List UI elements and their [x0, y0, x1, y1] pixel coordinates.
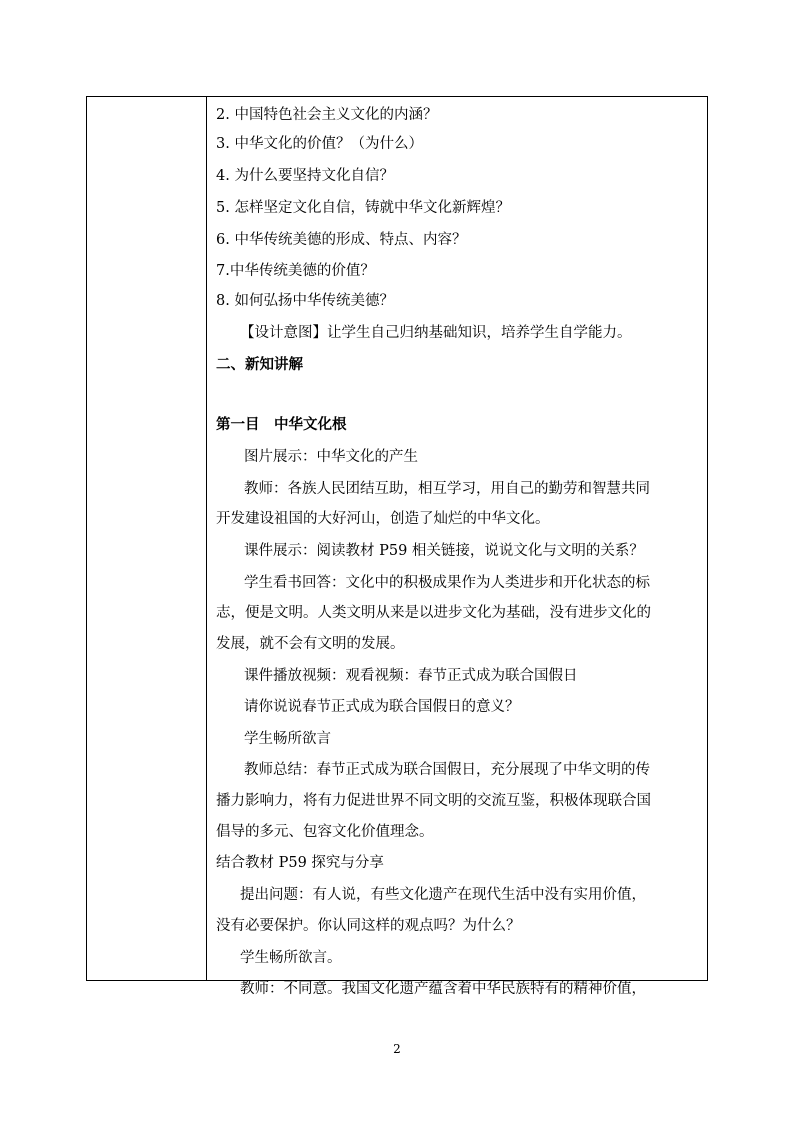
paragraph-line: 志，便是文明。人类文明从来是以进步文化为基础，没有进步文化的 — [216, 605, 651, 621]
paragraph-line: 没有必要保护。你认同这样的观点吗？为什么？ — [216, 918, 521, 934]
paragraph-line: 学生看书回答：文化中的积极成果作为人类进步和开化状态的标 — [244, 575, 650, 591]
paragraph-line: 倡导的多元、包容文化价值理念。 — [216, 824, 434, 840]
question-3: 3. 中华文化的价值？（为什么） — [216, 136, 423, 152]
lesson-plan-table — [86, 96, 708, 997]
page-number: 2 — [393, 1042, 401, 1056]
question-2: 2. 中国特色社会主义文化的内涵？ — [216, 107, 438, 123]
paragraph-line: 教师总结：春节正式成为联合国假日，充分展现了中华文明的传 — [244, 762, 650, 778]
question-6: 6. 中华传统美德的形成、特点、内容？ — [216, 232, 467, 248]
paragraph-line: 学生畅所欲言。 — [240, 950, 342, 966]
subsection-heading: 第一目 中华文化根 — [216, 416, 347, 433]
paragraph-line: 提出问题：有人说，有些文化遗产在现代生活中没有实用价值， — [240, 887, 646, 903]
question-8: 8. 如何弘扬中华传统美德？ — [216, 293, 394, 309]
question-4: 4. 为什么要坚持文化自信？ — [216, 168, 394, 184]
paragraph-line: 请你说说春节正式成为联合国假日的意义？ — [244, 699, 520, 715]
question-7: 7.中华传统美德的价值？ — [216, 263, 375, 279]
paragraph-line: 教师：各族人民团结互助，相互学习，用自己的勤劳和智慧共同 — [244, 481, 650, 497]
paragraph-line: 课件播放视频：观看视频：春节正式成为联合国假日 — [244, 668, 578, 684]
question-5: 5. 怎样坚定文化自信，铸就中华文化新辉煌？ — [216, 200, 510, 216]
table-content-cell — [208, 97, 707, 997]
paragraph-line: 发展，就不会有文明的发展。 — [216, 636, 405, 652]
table-left-column-cell — [87, 97, 207, 980]
paragraph-line: 开发建设祖国的大好河山，创造了灿烂的中华文化。 — [216, 511, 550, 527]
paragraph-line: 课件展示：阅读教材 P59 相关链接，说说文化与文明的关系？ — [244, 543, 644, 559]
paragraph-line: 结合教材 P59 探究与分享 — [216, 855, 384, 871]
section-heading-new-knowledge: 二、新知讲解 — [216, 356, 303, 373]
paragraph-line: 图片展示：中华文化的产生 — [244, 449, 418, 465]
paragraph-line: 播力影响力，将有力促进世界不同文明的交流互鉴，积极体现联合国 — [216, 793, 651, 809]
paragraph-line: 学生畅所欲言 — [244, 731, 331, 747]
design-intent: 【设计意图】让学生自己归纳基础知识，培养学生自学能力。 — [240, 325, 632, 341]
paragraph-line: 教师：不同意。我国文化遗产蕴含着中华民族特有的精神价值， — [240, 981, 646, 997]
